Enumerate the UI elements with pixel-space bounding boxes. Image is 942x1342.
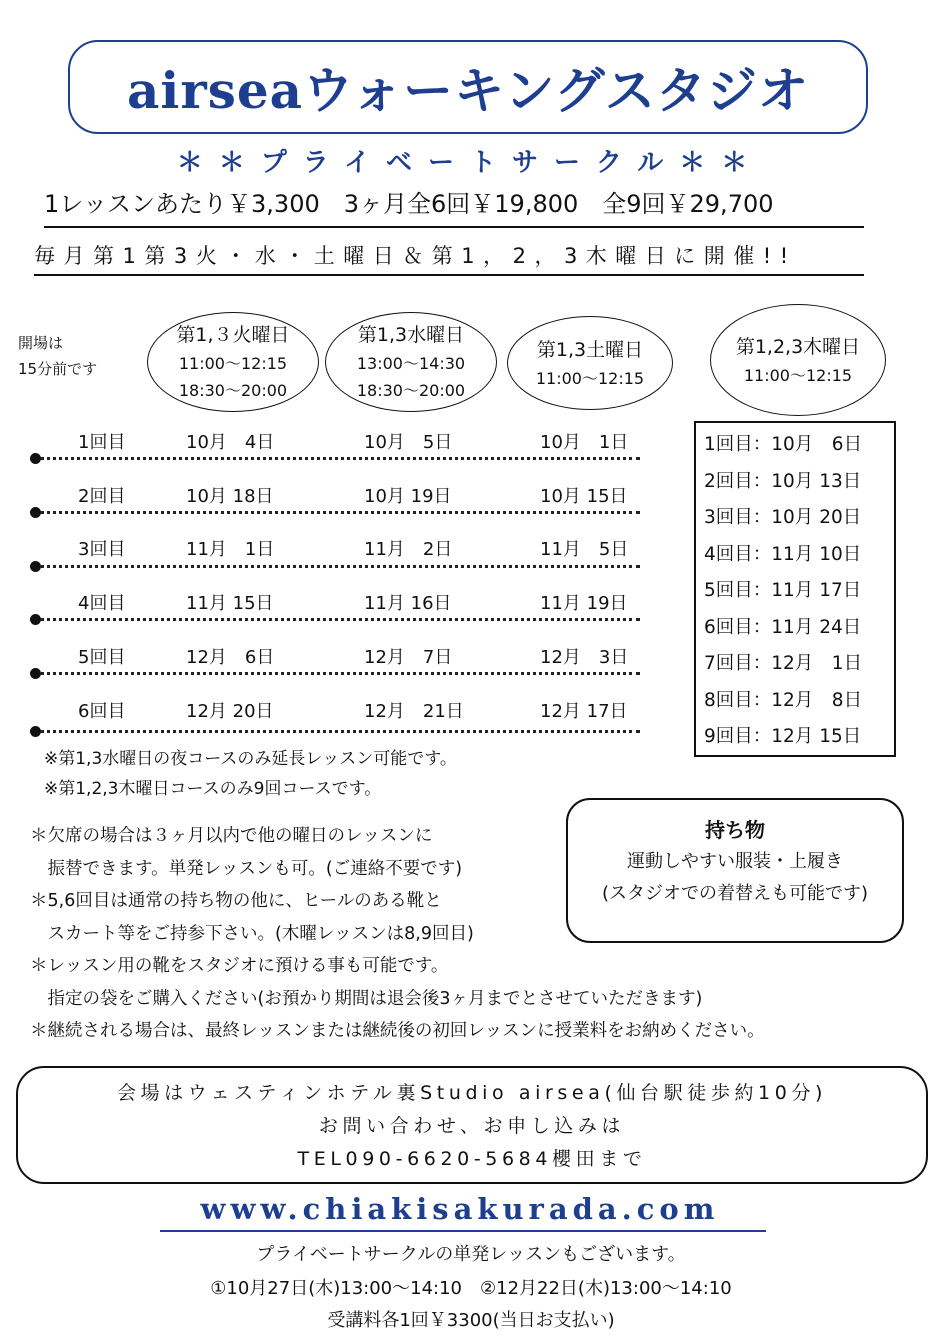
session-tue: 12月 6日 bbox=[186, 647, 275, 668]
footer-line: ①10月27日(木)13:00〜14:10 ②12月22日(木)13:00〜14:10 bbox=[210, 1278, 732, 1299]
bullet-note: ＊継続される場合は、最終レッスンまたは継続後の初回レッスンに授業料をお納めください。 bbox=[30, 1021, 765, 1041]
row-divider bbox=[40, 730, 640, 733]
thursday-session: 7回目：12月 1日 bbox=[704, 653, 863, 674]
class-wednesday: 第1,3水曜日 13:00〜14:30 18:30〜20:00 bbox=[325, 312, 497, 412]
session-label: 5回目 bbox=[78, 647, 126, 668]
belongings-line: (スタジオでの着替えも可能です) bbox=[601, 883, 869, 904]
session-tue: 11月 1日 bbox=[186, 539, 275, 560]
session-wed: 12月 7日 bbox=[364, 647, 453, 668]
session-sat: 10月 15日 bbox=[540, 486, 628, 507]
session-sat: 12月 3日 bbox=[540, 647, 629, 668]
bullet-note: ＊レッスン用の靴をスタジオに預ける事も可能です。 bbox=[30, 956, 449, 976]
belongings-title: 持ち物 bbox=[705, 818, 765, 842]
footer-line: プライベートサークルの単発レッスンもございます。 bbox=[256, 1244, 686, 1265]
session-wed: 10月 19日 bbox=[364, 486, 452, 507]
price-line: 1レッスンあたり￥3,300 3ヶ月全6回￥19,800 全9回￥29,700 bbox=[44, 186, 864, 228]
session-sat: 12月 17日 bbox=[540, 701, 628, 722]
session-tue: 11月 15日 bbox=[186, 593, 274, 614]
thursday-session: 9回目：12月 15日 bbox=[704, 726, 862, 747]
class-tuesday: 第1,３火曜日 11:00〜12:15 18:30〜20:00 bbox=[147, 312, 319, 412]
bullet-note: ＊5,6回目は通常の持ち物の他に、ヒールのある靴と bbox=[30, 891, 442, 911]
row-divider bbox=[40, 618, 640, 621]
session-wed: 11月 16日 bbox=[364, 593, 452, 614]
thursday-session: 1回目：10月 6日 bbox=[704, 434, 863, 455]
session-sat: 11月 5日 bbox=[540, 539, 629, 560]
session-sat: 10月 1日 bbox=[540, 432, 629, 453]
bullet-note: 指定の袋をご購入ください(お預かり期間は退会後3ヶ月までとさせていただきます) bbox=[30, 988, 703, 1009]
thursday-session: 3回目：10月 20日 bbox=[704, 507, 862, 528]
schedule-line: 毎月第1第3火・水・土曜日＆第1，2，3木曜日に開催!! bbox=[34, 236, 864, 276]
thursday-session: 2回目：10月 13日 bbox=[704, 470, 862, 492]
schedule-notes bbox=[44, 744, 457, 804]
session-tue: 10月 4日 bbox=[186, 432, 275, 453]
thursday-session: 8回目：12月 8日 bbox=[704, 689, 863, 711]
note: ※第1,3水曜日の夜コースのみ延長レッスン可能です。 bbox=[44, 749, 457, 769]
class-saturday: 第1,3土曜日 11:00〜12:15 bbox=[507, 316, 673, 410]
session-label: 6回目 bbox=[78, 701, 126, 722]
thursday-session: 5回目：11月 17日 bbox=[704, 580, 862, 601]
bullet-note: ＊欠席の場合は３ヶ月以内で他の曜日のレッスンに bbox=[30, 826, 433, 846]
session-wed: 10月 5日 bbox=[364, 432, 453, 453]
bullet-note: 振替できます。単発レッスンも可。(ご連絡不要です) bbox=[30, 858, 463, 879]
thursday-session: 4回目：11月 10日 bbox=[704, 543, 862, 565]
thursday-session: 6回目：11月 24日 bbox=[704, 616, 862, 638]
bullet-note: スカート等をご持参下さい。(木曜レッスンは8,9回目) bbox=[30, 923, 474, 944]
thursday-schedule bbox=[694, 421, 896, 757]
note: ※第1,2,3木曜日コースのみ9回コースです。 bbox=[44, 779, 382, 799]
title-banner bbox=[68, 40, 868, 134]
website-underline bbox=[160, 1230, 766, 1232]
session-tue: 12月 20日 bbox=[186, 701, 274, 722]
class-thursday: 第1,2,3木曜日 11:00〜12:15 bbox=[710, 304, 886, 416]
venue-box bbox=[16, 1066, 928, 1184]
session-label: 4回目 bbox=[78, 593, 126, 614]
session-label: 3回目 bbox=[78, 539, 126, 560]
open-note: 開場は 15分前です bbox=[18, 334, 98, 378]
footer-line: 受講料各1回￥3300(当日お支払い) bbox=[327, 1310, 615, 1331]
row-divider bbox=[40, 672, 640, 675]
session-wed: 12月 21日 bbox=[364, 701, 464, 722]
page-title: airseaウォーキングスタジオ bbox=[126, 61, 810, 120]
row-divider bbox=[40, 457, 640, 460]
contact-line: お問い合わせ、お申し込みは bbox=[318, 1115, 626, 1137]
session-sat: 11月 19日 bbox=[540, 593, 628, 614]
row-divider bbox=[40, 565, 640, 568]
session-wed: 11月 2日 bbox=[364, 539, 453, 560]
subtitle: ＊＊プライベートサークル＊＊ bbox=[176, 148, 764, 178]
session-label: 1回目 bbox=[78, 432, 126, 453]
row-divider bbox=[40, 511, 640, 514]
session-tue: 10月 18日 bbox=[186, 486, 274, 507]
phone-line: TEL090-6620-5684櫻田まで bbox=[297, 1148, 647, 1170]
session-label: 2回目 bbox=[78, 486, 126, 507]
belongings-line: 運動しやすい服装・上履き bbox=[627, 851, 843, 872]
website-link[interactable]: www.chiakisakurada.com bbox=[200, 1192, 720, 1226]
venue-line: 会場はウェスティンホテル裏Studio airsea(仙台駅徒歩約10分) bbox=[116, 1082, 828, 1104]
bullet-notes bbox=[30, 820, 765, 1048]
